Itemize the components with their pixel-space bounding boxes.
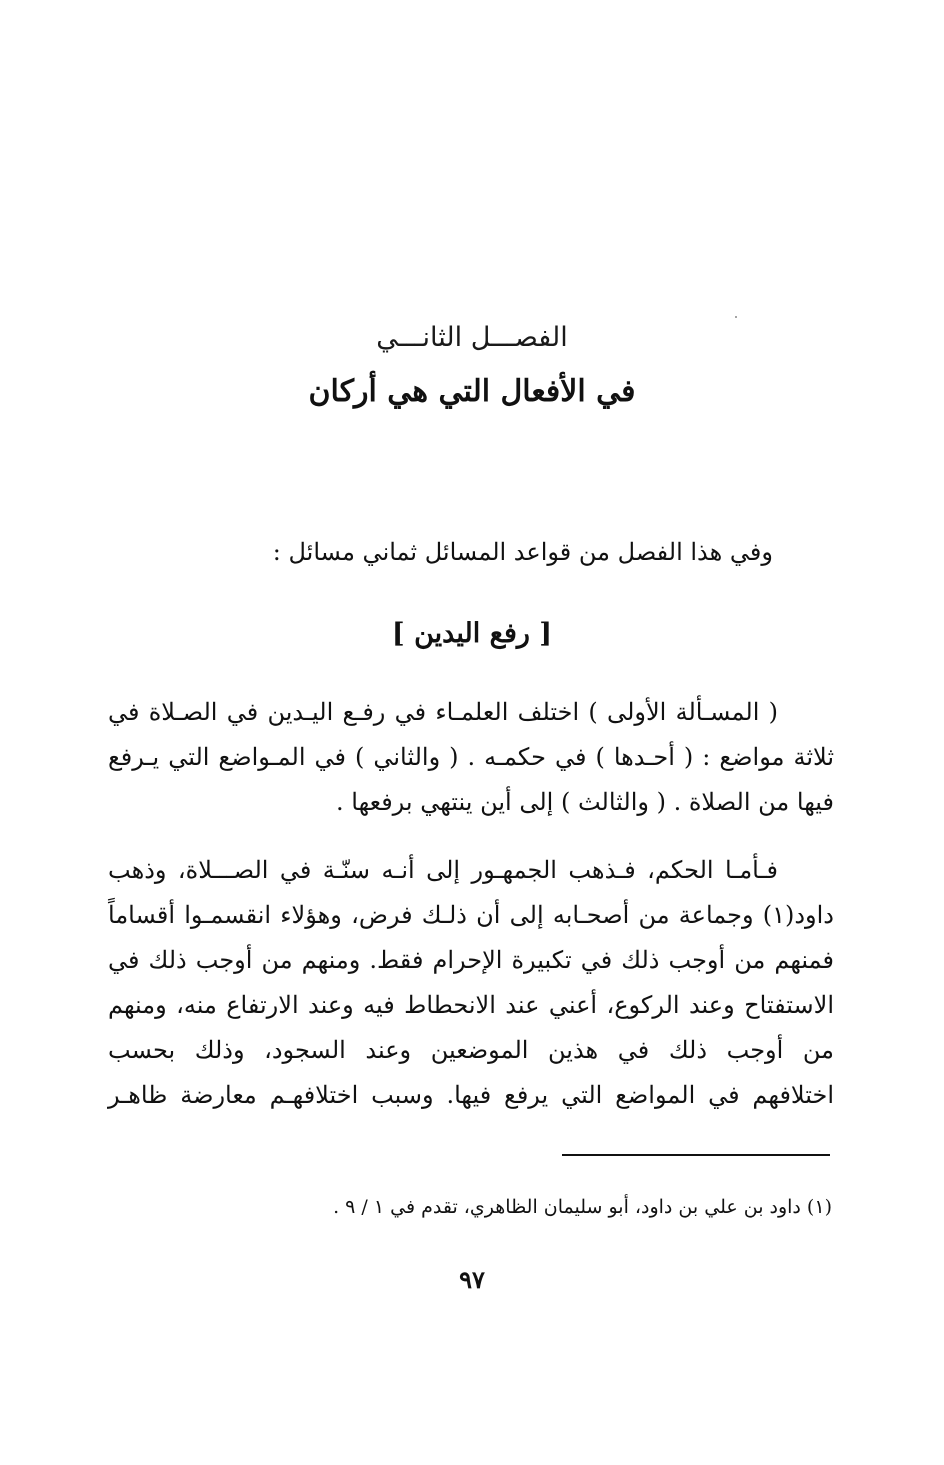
chapter-title: في الأفعال التي هي أركان <box>308 374 636 409</box>
paragraph-ruling <box>108 848 834 1118</box>
paragraph-line: فـأمـا الحكم، فـذهب الجمهـور إلى أنـه سنّـة في الصـــلاة، وذهب <box>108 856 778 884</box>
paragraph-first-issue <box>108 690 834 825</box>
paragraph-line: الاستفتاح وعند الركوع، أعني عند الانحطاط فيه وعند الارتفاع منه، ومنهم <box>108 991 834 1019</box>
paragraph-line: فمنهم من أوجب ذلك في تكبيرة الإحرام فقط. ومنهم من أوجب ذلك في <box>108 946 834 974</box>
paragraph-line: ثلاثة مواضع : ( أحـدها ) في حكمـه . ( والثاني ) في المـواضع التي يـرفع <box>108 743 834 771</box>
paragraph-line: ( المسـألة الأولى ) اختلف العلمـاء في رفـع اليـدين في الصـلاة في <box>108 698 778 726</box>
paragraph-line: اختلافهم في المواضع التي يرفع فيها. وسبب اختلافهـم معارضة ظاهـر <box>108 1081 834 1109</box>
page-number: ٩٧ <box>459 1265 485 1294</box>
section-heading: [ رفع اليدين ] <box>391 618 553 649</box>
chapter-label: الفصـــل الثانـــي <box>376 322 568 353</box>
paragraph-line: فيها من الصلاة . ( والثالث ) إلى أين ينتهي برفعها . <box>336 788 834 816</box>
intro-sentence: وفي هذا الفصل من قواعد المسائل ثماني مسائل : <box>272 538 773 566</box>
footnote-separator <box>562 1154 830 1156</box>
paragraph-line: من أوجب ذلك في هذين الموضعين وعند السجود، وذلك بحسب <box>108 1036 834 1064</box>
paragraph-line: داود(١) وجماعة من أصحـابه إلى أن ذلـك فرض، وهؤلاء انقسمـوا أقساماً <box>108 901 834 929</box>
footnote: (١) داود بن علي بن داود، أبو سليمان الظاهري، تقدم في ١ / ٩ . <box>333 1196 832 1218</box>
